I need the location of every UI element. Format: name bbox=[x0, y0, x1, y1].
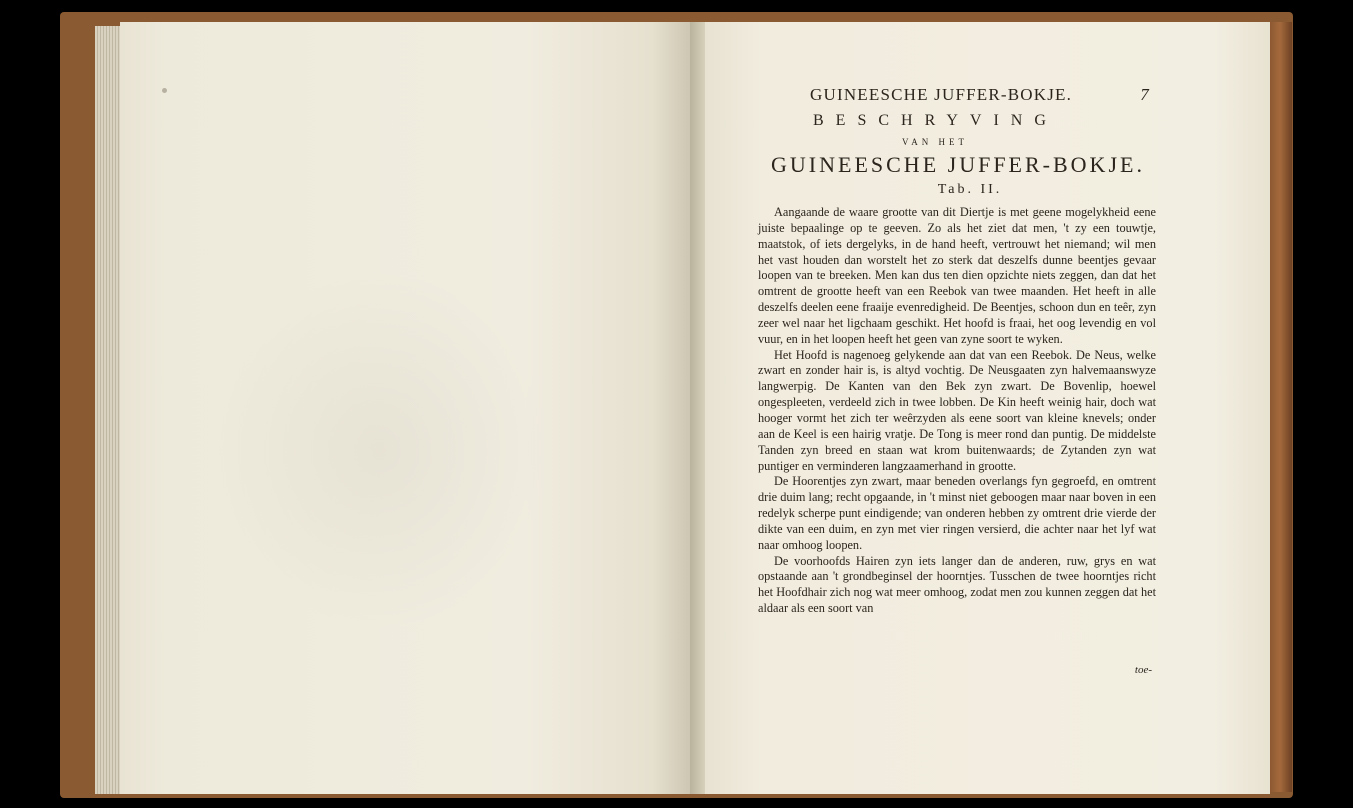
paragraph: De voorhoofds Hairen zyn iets langer dan de anderen, ruw, grys en wat opstaande aan 't grondbeginsel der hoorntjes. Tusschen de twee hoorntjes richt het Hoofdhair zich nog wat meer omhoog, zodat men zou kunnen zeggen dat het aldaar als een soort van bbox=[758, 553, 1156, 616]
paper-speck bbox=[162, 88, 167, 93]
body-text bbox=[758, 205, 1156, 617]
plate-reference: Tab. II. bbox=[937, 182, 1003, 197]
section-subtitle: VAN HET bbox=[901, 137, 969, 147]
paragraph: Het Hoofd is nagenoeg gelykende aan dat van een Reebok. De Neus, welke zwart en zonder hair is, is altyd vochtig. De Neusgaaten zyn halvemaanswyze langwerpig. De Kanten van den Bek zyn zwart. De Bovenlip, hoewel ongespleeten, verdeeld zich in twee lobben. De Kin heeft weinig hair, doch wat hooger vormt het zich ter weêrzyden als eene soort van kleine knevels; onder aan de Keel is een hairig vratje. De Tong is meer rond dan puntig. De middelste Tanden zyn breed en staan wat krom buitenwaards; de Zytanden zyn wat puntiger en verminderen langzaamerhand in grootte. bbox=[758, 347, 1156, 473]
page-number: 7 bbox=[1140, 85, 1150, 104]
paragraph: De Hoorentjes zyn zwart, maar beneden overlangs fyn gegroefd, en omtrent drie duim lang; recht opgaande, in 't minst niet geboogen maar naar boven in een redelyk scherpe punt eindigende; van onderen hebben zy omtrent drie vierde der dikte van een duim, en zyn met vier ringen versierd, die achter naar het lyf wat naar omhoog loopen. bbox=[758, 474, 1156, 552]
running-head-text: GUINEESCHE JUFFER-BOKJE. bbox=[810, 85, 1073, 104]
running-head bbox=[810, 85, 1150, 105]
section-heading: GUINEESCHE JUFFER-BOKJE. bbox=[771, 152, 1145, 177]
paragraph: Aangaande de waare grootte van dit Diertje is met geene mogelykheid eene juiste bepaalinge op te geeven. Zo als het ziet dat men, 't zy een touwtje, maatstok, of iets dergelyks, in de hand heeft, vertrouwt het niemand; wil men het vast houden dan worstelt het zo sterk dat deszelfs dunne beentjes gevaar loopen van te breeken. Men kan dus ten dien opzichte niets zeggen, dan dat het omtrent de grootte heeft van een Reebok van twee maanden. Het heeft in alle deszelfs deelen eene fraaije evenredigheid. De Beentjes, schoon dun en teêr, zyn zeer wel naar het ligchaam geschikt. Het hoofd is fraai, het oog levendig en vol vuur, en in het loopen heeft het geen van zyne soort te wyken. bbox=[758, 205, 1156, 346]
section-title: BESCHRYVING bbox=[813, 112, 1058, 129]
catchword: toe- bbox=[1134, 664, 1152, 676]
show-through-plate bbox=[215, 270, 545, 630]
